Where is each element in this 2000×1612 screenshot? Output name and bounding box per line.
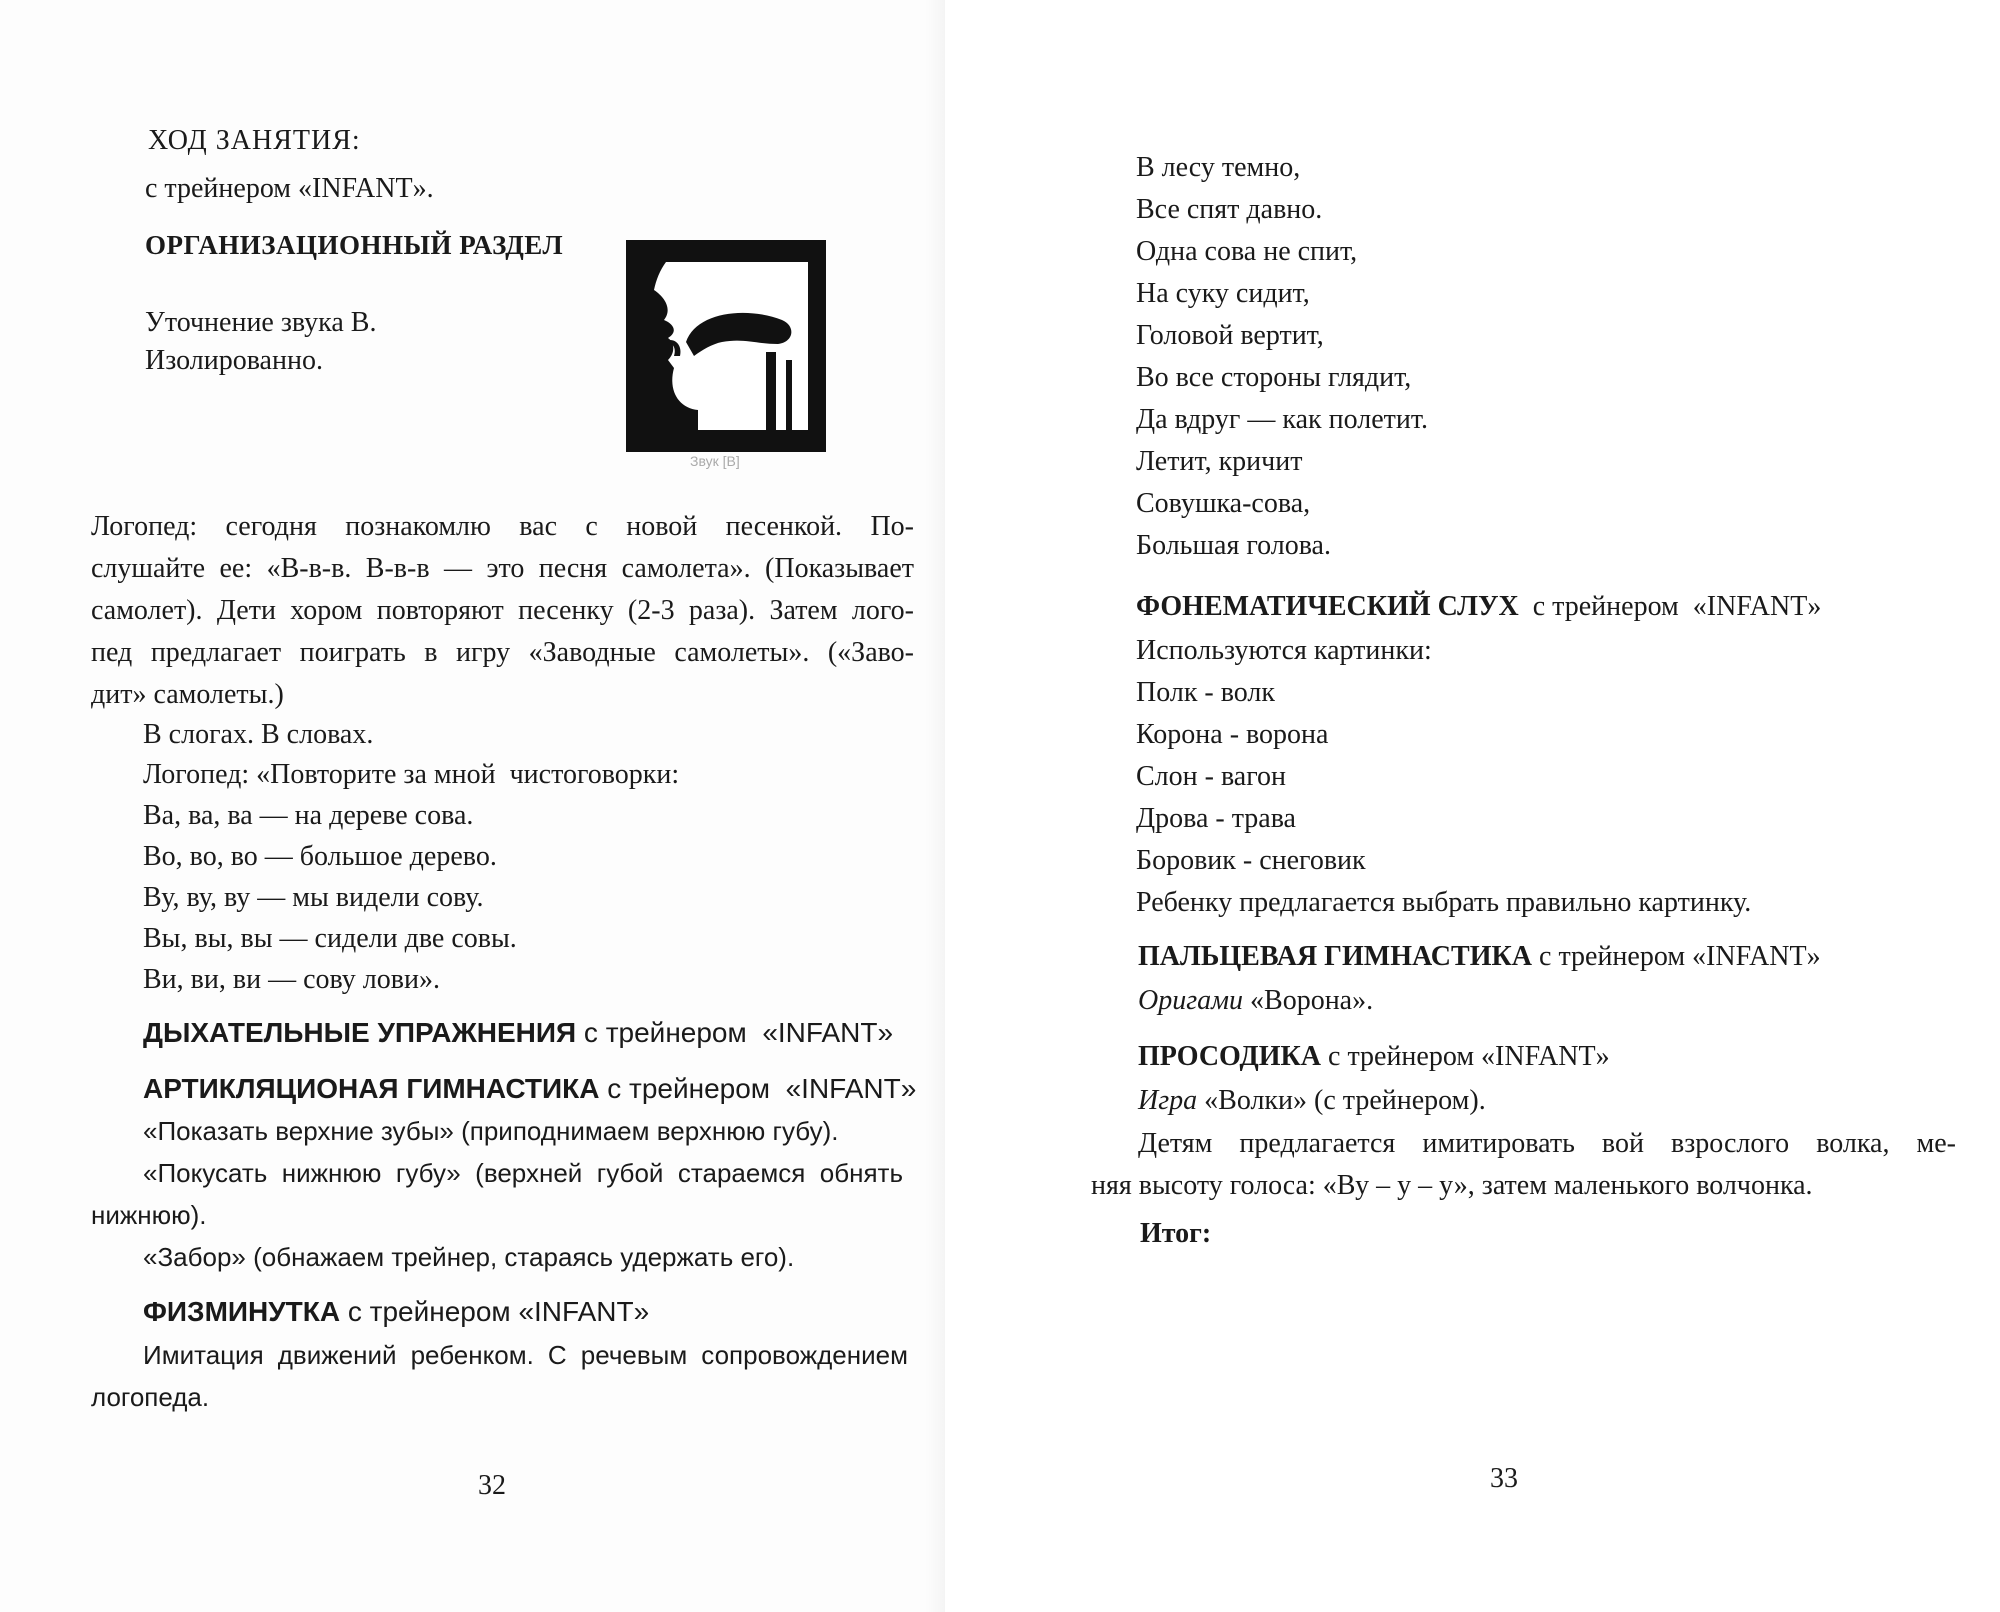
figure-caption: Звук [В] <box>690 453 740 469</box>
phonemic-heading <box>1136 590 1821 624</box>
syllables-line: В слогах. В словах. <box>143 719 374 750</box>
prosody-heading-bold: ПРОСОДИКА <box>1138 1041 1322 1072</box>
org-section-heading: ОРГАНИЗАЦИОННЫЙ РАЗДЕЛ <box>145 230 564 260</box>
tongue-twister: Вы, вы, вы — сидели две совы. <box>143 923 517 954</box>
tongue-twister: Во, во, во — большое дерево. <box>143 841 497 872</box>
page-number: 33 <box>1490 1463 1518 1494</box>
game-rest: «Волки» (с трейнером). <box>1197 1085 1486 1116</box>
breathing-heading-bold: ДЫХАТЕЛЬНЫЕ УПРАЖНЕНИЯ <box>143 1017 577 1048</box>
poem-line: Летит, кричит <box>1136 446 1303 477</box>
word-pair: Дрова - трава <box>1136 803 1296 834</box>
physminute-heading-tail: с трейнером «INFANT» <box>340 1296 650 1327</box>
wolf-line: няя высоту голоса: «Ву – у – у», затем маленького волчонка. <box>1091 1170 1813 1201</box>
articulation-line: «Покусать нижнюю губу» (верхней губой стараемся обнять <box>143 1158 903 1188</box>
articulation-heading-tail: с трейнером «INFANT» <box>599 1073 917 1104</box>
finger-heading-bold: ПАЛЬЦЕВАЯ ГИМНАСТИКА <box>1138 941 1533 972</box>
paragraph-line: пед предлагает поиграть в игру «Заводные самолеты». («Заво- <box>91 637 914 668</box>
prosody-heading <box>1138 1040 1610 1074</box>
poem-line: Во все стороны глядит, <box>1136 362 1412 393</box>
poem-line: На суку сидит, <box>1136 278 1310 309</box>
poem-line: Большая голова. <box>1136 530 1331 561</box>
articulation-line: «Показать верхние зубы» (приподнимаем верхнюю губу). <box>143 1116 839 1146</box>
breathing-heading <box>143 1016 893 1050</box>
articulation-line: нижнюю). <box>91 1200 207 1230</box>
mouth-profile-icon <box>626 240 826 452</box>
finger-heading <box>1138 940 1821 974</box>
origami-italic: Оригами <box>1138 985 1244 1016</box>
left-page <box>0 0 945 1612</box>
phonemic-heading-tail: с трейнером «INFANT» <box>1518 591 1822 622</box>
paragraph-line: дит» самолеты.) <box>91 679 284 710</box>
articulation-line: «Забор» (обнажаем трейнер, стараясь удержать его). <box>143 1242 795 1272</box>
poem-line: Все спят давно. <box>1136 194 1323 225</box>
origami-rest: «Ворона». <box>1243 985 1374 1016</box>
physminute-line: Имитация движений ребенком. С речевым сопровождением <box>143 1340 908 1370</box>
physminute-heading <box>143 1295 649 1329</box>
articulation-figure <box>626 240 826 452</box>
breathing-heading-tail: с трейнером «INFANT» <box>576 1017 894 1048</box>
tongue-twister: Ву, ву, ву — мы видели сову. <box>143 882 484 913</box>
word-pair: Слон - вагон <box>1136 761 1287 792</box>
poem-line: Да вдруг — как полетит. <box>1136 404 1428 435</box>
game-italic: Игра <box>1138 1085 1198 1116</box>
articulation-heading-bold: АРТИКЛЯЦИОНАЯ ГИМНАСТИКА <box>143 1073 600 1104</box>
origami-line <box>1138 984 1373 1018</box>
pictures-used: Используются картинки: <box>1136 635 1432 666</box>
paragraph-line: Логопед: сегодня познакомлю вас с новой песенкой. По- <box>91 511 914 542</box>
choose-picture: Ребенку предлагается выбрать правильно картинку. <box>1136 887 1752 918</box>
right-page <box>945 0 2000 1612</box>
articulation-heading <box>143 1072 916 1106</box>
phonemic-heading-bold: ФОНЕМАТИЧЕСКИЙ СЛУХ <box>1136 591 1519 622</box>
finger-heading-tail: с трейнером «INFANT» <box>1532 941 1821 972</box>
poem-line: В лесу темно, <box>1136 152 1301 183</box>
logoped-repeat: Логопед: «Повторите за мной чистоговорки: <box>143 759 680 790</box>
word-pair: Полк - волк <box>1136 677 1275 708</box>
tongue-twister: Ви, ви, ви — сову лови». <box>143 964 440 995</box>
prosody-heading-tail: с трейнером «INFANT» <box>1321 1041 1610 1072</box>
paragraph-line: слушайте ее: «В-в-в. В-в-в — это песня самолета». (Показывает <box>91 553 914 584</box>
poem-line: Головой вертит, <box>1136 320 1324 351</box>
summary-label: Итог: <box>1140 1218 1212 1249</box>
poem-line: Одна сова не спит, <box>1136 236 1358 267</box>
trainer-line: с трейнером «INFANT». <box>145 173 434 204</box>
isolated-text: Изолированно. <box>145 345 323 376</box>
word-pair: Боровик - снеговик <box>1136 845 1366 876</box>
word-pair: Корона - ворона <box>1136 719 1329 750</box>
lesson-title: ХОД ЗАНЯТИЯ: <box>148 125 361 156</box>
clarify-sound: Уточнение звука В. <box>145 307 377 338</box>
physminute-line: логопеда. <box>91 1382 210 1412</box>
poem-line: Совушка-сова, <box>1136 488 1311 519</box>
tongue-twister: Ва, ва, ва — на дереве сова. <box>143 800 474 831</box>
wolf-line: Детям предлагается имитировать вой взрослого волка, ме- <box>1138 1128 1956 1159</box>
game-line <box>1138 1084 1486 1118</box>
page-number: 32 <box>478 1470 506 1501</box>
paragraph-line: самолет). Дети хором повторяют песенку (2-3 раза). Затем лого- <box>91 595 914 626</box>
physminute-heading-bold: ФИЗМИНУТКА <box>143 1296 341 1327</box>
